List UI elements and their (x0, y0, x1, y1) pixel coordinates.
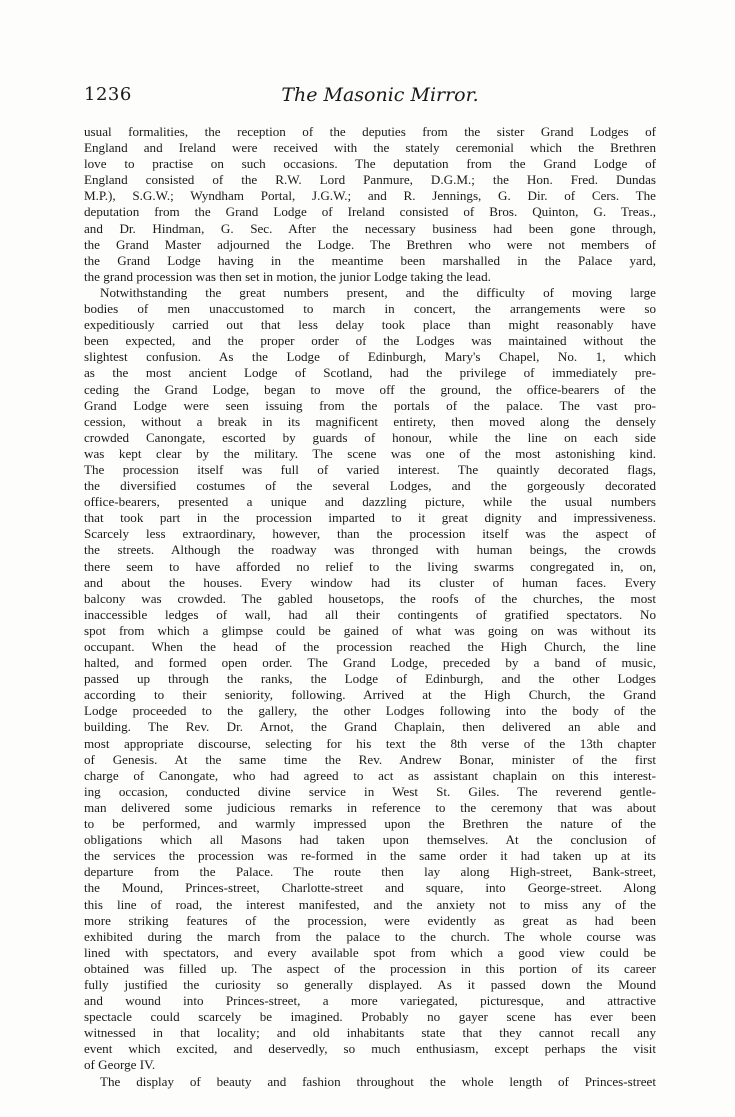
text-line: Grand Lodge were seen issuing from the portals of the palace. The vast pro- (84, 397, 656, 413)
text-line: Scarcely less extraordinary, however, than the procession itself was the aspect of (84, 526, 656, 542)
text-line: was kept clear by the military. The scene was one of the most astonishing kind. (84, 445, 656, 461)
text-line: of Genesis. At the same time the Rev. Andrew Bonar, minister of the first (84, 751, 656, 767)
text-line: passed up through the ranks, the Lodge of Edinburgh, and the other Lodges (84, 671, 656, 687)
text-line: charge of Canongate, who had agreed to act as assistant chaplain on this interest- (84, 767, 656, 783)
text-line: departure from the Palace. The route then lay along High-street, Bank-street, (84, 864, 656, 880)
text-line: bodies of men unaccustomed to march in concert, the arrangements were so (84, 301, 656, 317)
text-line: the Grand Master adjourned the Lodge. The Brethren who were not members of (84, 236, 656, 252)
text-line: most appropriate discourse, selecting for his text the 8th verse of the 13th chapter (84, 735, 656, 751)
text-line: The procession itself was full of varied interest. The quaintly decorated flags, (84, 461, 656, 477)
running-header (84, 82, 656, 108)
text-line: slightest confusion. As the Lodge of Edinburgh, Mary's Chapel, No. 1, which (84, 349, 656, 365)
text-line: as the most ancient Lodge of Scotland, had the privilege of immediately pre- (84, 365, 656, 381)
text-line: halted, and formed open order. The Grand Lodge, preceded by a band of music, (84, 655, 656, 671)
text-line: obligations which all Masons had taken upon themselves. At the conclusion of (84, 832, 656, 848)
text-line: the Grand Lodge having in the meantime been marshalled in the Palace yard, (84, 252, 656, 268)
text-line: the Mound, Princes-street, Charlotte-street and square, into George-street. Along (84, 880, 656, 896)
text-line: the diversified costumes of the several Lodges, and the gorgeously decorated (84, 478, 656, 494)
page-number: 1236 (84, 84, 132, 105)
text-line: the services the procession was re-formed in the same order it had taken up at its (84, 848, 656, 864)
text-line: spot from which a glimpse could be gained of what was going on was without its (84, 622, 656, 638)
text-line: ing occasion, conducted divine service in West St. Giles. The reverend gentle- (84, 783, 656, 799)
text-line: according to their seniority, following. Arrived at the High Church, the Grand (84, 687, 656, 703)
text-line: of George IV. (84, 1057, 156, 1073)
text-line: man delivered some judicious remarks in reference to the ceremony that was about (84, 799, 656, 815)
text-line: more striking features of the procession, were evidently as great as had been (84, 912, 656, 928)
text-line: spectacle could scarcely be imagined. Probably no gayer scene has ever been (84, 1009, 656, 1025)
text-line: obtained was filled up. The aspect of the procession in this portion of its career (84, 960, 656, 976)
text-line: event which excited, and deservedly, so much enthusiasm, except perhaps the visit (84, 1041, 656, 1057)
text-line: and about the houses. Every window had its cluster of human faces. Every (84, 574, 656, 590)
text-line: witnessed in that locality; and old inhabitants state that they cannot recall any (84, 1025, 656, 1041)
text-line: lined with spectators, and every available spot from which a good view could be (84, 944, 656, 960)
text-line: there seem to have afforded no relief to the living swarms congregated in, on, (84, 558, 656, 574)
body-text (84, 124, 656, 1090)
journal-title: The Masonic Mirror. (281, 84, 479, 106)
text-line: Notwithstanding the great numbers present, and the difficulty of moving large (100, 284, 656, 300)
text-line: ceding the Grand Lodge, began to move off the ground, the office-bearers of the (84, 381, 656, 397)
text-line: this line of road, the interest manifested, and the anxiety not to miss any of the (84, 896, 656, 912)
text-line: to be performed, and warmly impressed upon the Brethren the nature of the (84, 816, 656, 832)
text-line: office-bearers, presented a unique and dazzling picture, while the usual numbers (84, 494, 656, 510)
text-line: England consisted of the R.W. Lord Panmure, D.G.M.; the Hon. Fred. Dundas (84, 172, 656, 188)
text-line: building. The Rev. Dr. Arnot, the Grand Chaplain, then delivered an able and (84, 719, 656, 735)
text-line: exhibited during the march from the palace to the church. The whole course was (84, 928, 656, 944)
text-line: and wound into Princes-street, a more variegated, picturesque, and attractive (84, 993, 656, 1009)
text-line: the streets. Although the roadway was thronged with human beings, the crowds (84, 542, 656, 558)
text-line: that took part in the procession imparted to it great dignity and impressiveness. (84, 510, 656, 526)
text-line: Lodge proceeded to the gallery, the other Lodges following into the body of the (84, 703, 656, 719)
text-line: England and Ireland were received with the stately ceremonial which the Brethren (84, 140, 656, 156)
text-line: balcony was crowded. The gabled housetops, the roofs of the churches, the most (84, 590, 656, 606)
text-line: occupant. When the head of the procession reached the High Church, the line (84, 639, 656, 654)
text-line: cession, without a break in its magnificent entirety, then moved along the densely (84, 413, 656, 429)
text-line: love to practise on such occasions. The deputation from the Grand Lodge of (84, 156, 656, 172)
text-line: M.P.), S.G.W.; Wyndham Portal, J.G.W.; and R. Jennings, G. Dir. of Cers. The (84, 188, 656, 204)
text-line: been expected, and the proper order of the Lodges was maintained without the (84, 333, 656, 349)
text-line: the grand procession was then set in motion, the junior Lodge taking the lead. (84, 268, 491, 284)
text-line: crowded Canongate, escorted by guards of honour, while the line on each side (84, 429, 656, 445)
text-line: fully justified the curiosity so generally displayed. As it passed down the Mound (84, 976, 656, 992)
text-line: and Dr. Hindman, G. Sec. After the necessary business had been gone through, (84, 220, 656, 236)
text-line: usual formalities, the reception of the deputies from the sister Grand Lodges of (84, 124, 656, 139)
text-line: deputation from the Grand Lodge of Ireland consisted of Bros. Quinton, G. Treas., (84, 204, 656, 220)
text-line: The display of beauty and fashion throughout the whole length of Princes-street (100, 1073, 656, 1089)
text-line: inaccessible ledges of wall, had all their contingents of gratified spectators. No (84, 606, 656, 622)
text-line: expeditiously carried out that less delay took place than might reasonably have (84, 317, 656, 333)
